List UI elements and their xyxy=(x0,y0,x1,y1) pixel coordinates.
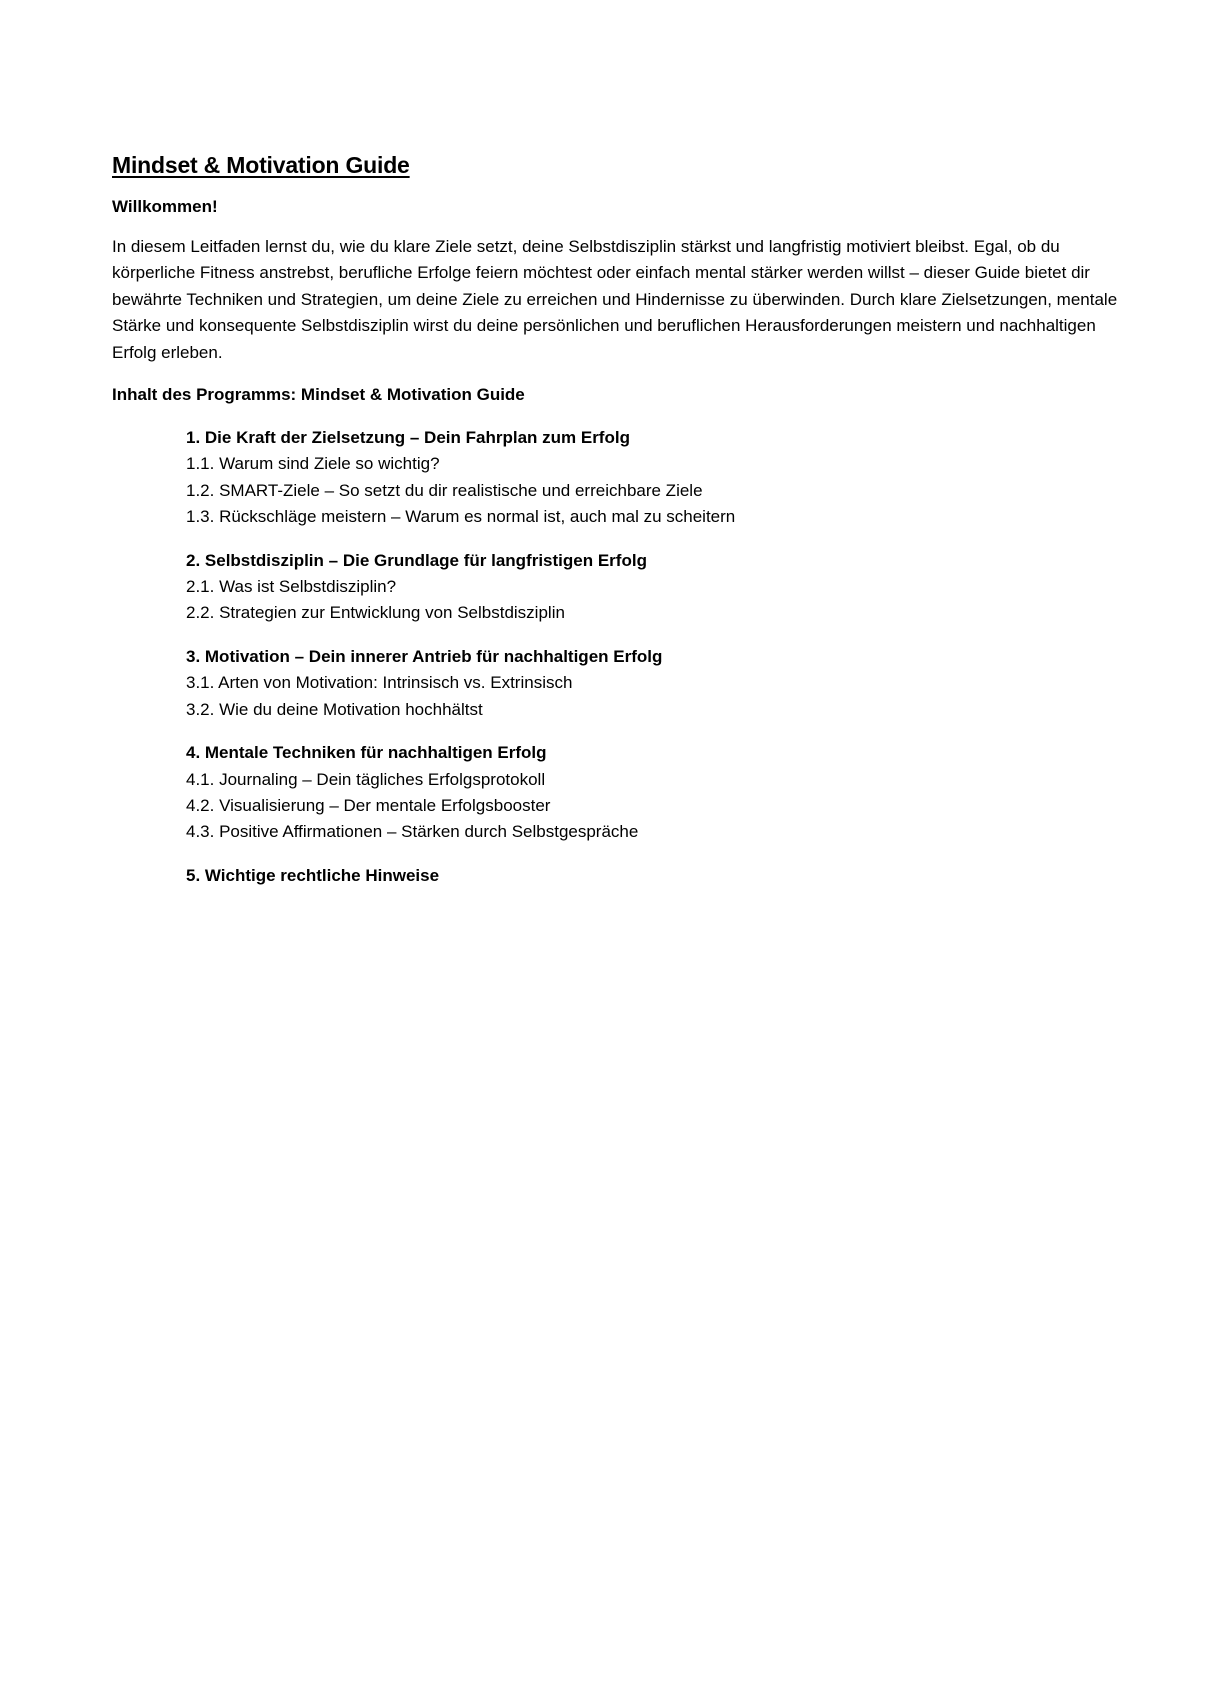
welcome-heading: Willkommen! xyxy=(112,197,218,216)
toc-section-title: 2. Selbstdisziplin – Die Grundlage für langfristigen Erfolg xyxy=(186,550,647,570)
toc-item: 2.2. Strategien zur Entwicklung von Selbstdisziplin xyxy=(186,603,565,623)
table-of-contents xyxy=(186,425,1127,889)
toc-section-4 xyxy=(186,740,1127,846)
toc-item: 1.1. Warum sind Ziele so wichtig? xyxy=(186,454,440,474)
toc-section-2 xyxy=(186,548,1127,627)
toc-item: 4.2. Visualisierung – Der mentale Erfolgsbooster xyxy=(186,795,551,815)
toc-section-title: 4. Mentale Techniken für nachhaltigen Erfolg xyxy=(186,743,547,763)
toc-item: 2.1. Was ist Selbstdisziplin? xyxy=(186,577,397,597)
toc-section-title: 1. Die Kraft der Zielsetzung – Dein Fahrplan zum Erfolg xyxy=(186,428,630,448)
toc-item: 3.2. Wie du deine Motivation hochhältst xyxy=(186,699,483,719)
toc-section-title: 3. Motivation – Dein innerer Antrieb für nachhaltigen Erfolg xyxy=(186,646,663,666)
document-title: Mindset & Motivation Guide xyxy=(112,152,410,178)
toc-section-5 xyxy=(186,863,1127,889)
intro-paragraph: In diesem Leitfaden lernst du, wie du klare Ziele setzt, deine Selbstdisziplin stärkst und langfristig motiviert bleibst. Egal, ob du körperliche Fitness anstrebst, berufliche Erfolge feiern möchtest oder einfach mental stärker werden willst – dieser Guide bietet dir bewährte Techniken und Strategien, um deine Ziele zu erreichen und Hindernisse zu überwinden. Durch klare Zielsetzungen, mentale Stärke und konsequente Selbstdisziplin wirst du deine persönlichen und beruflichen Herausforderungen meistern und nachhaltigen Erfolg erleben. xyxy=(112,237,1118,362)
toc-item: 4.3. Positive Affirmationen – Stärken durch Selbstgespräche xyxy=(186,822,639,842)
toc-item: 3.1. Arten von Motivation: Intrinsisch vs. Extrinsisch xyxy=(186,673,573,693)
toc-section-title: 5. Wichtige rechtliche Hinweise xyxy=(186,865,440,885)
toc-section-3 xyxy=(186,644,1127,723)
toc-heading: Inhalt des Programms: Mindset & Motivation Guide xyxy=(112,385,525,405)
toc-item: 1.2. SMART-Ziele – So setzt du dir realistische und erreichbare Ziele xyxy=(186,480,703,500)
document-page xyxy=(112,148,1127,906)
toc-item: 1.3. Rückschläge meistern – Warum es normal ist, auch mal zu scheitern xyxy=(186,507,736,527)
toc-item: 4.1. Journaling – Dein tägliches Erfolgsprotokoll xyxy=(186,769,546,789)
toc-section-1 xyxy=(186,425,1127,531)
